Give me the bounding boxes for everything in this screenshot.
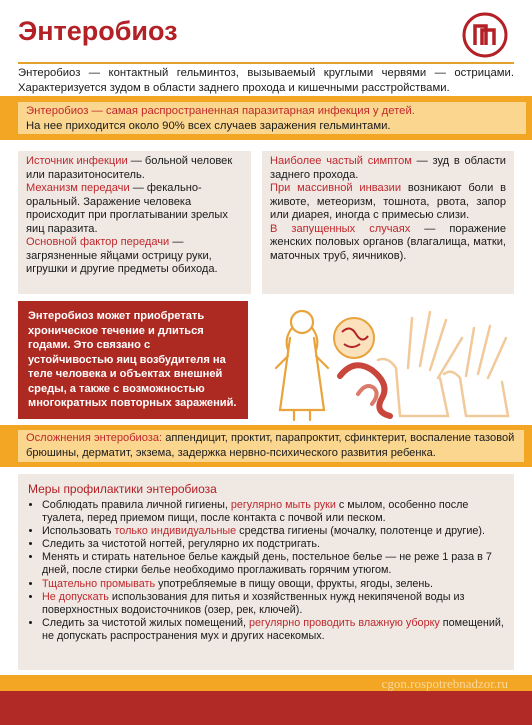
mechanism-label: Механизм передачи: [26, 182, 130, 194]
highlight-lead: Энтеробиоз — самая распространенная паразитарная инфекция у детей.: [26, 105, 415, 117]
list-item: [42, 525, 504, 538]
item-text: Следить за чистотой ногтей, регулярно их подстригать.: [42, 538, 320, 551]
complications-band: [0, 425, 532, 467]
item-text: с мылом, особенно после туалета, перед приемом пищи, после контакта с почвой или песком.: [42, 499, 469, 525]
page-title: Энтеробиоз: [18, 16, 178, 46]
prevention-panel: [18, 474, 514, 670]
prevention-list: [28, 499, 504, 643]
massive-label: При массивной инвазии: [270, 182, 402, 194]
item-highlight: только индивидуальные: [114, 525, 237, 538]
source-label: Источник инфекции: [26, 155, 128, 167]
massive-text: возникают боли в животе, метеоризм, тошнота, рвота, запор или диарея, иногда с примесью слизи.: [270, 182, 506, 221]
list-item: [42, 551, 504, 577]
title-divider: [18, 62, 514, 64]
prevention-heading: Меры профилактики энтеробиоза: [28, 482, 217, 496]
item-highlight: регулярно проводить влажную уборку: [249, 616, 440, 629]
highlight-tail: На нее приходится около 90% всех случаев заражения гельминтами.: [26, 120, 391, 132]
highlight-box: [18, 102, 526, 134]
symptoms-panel: [262, 151, 514, 294]
item-highlight: Не допускать: [42, 590, 109, 603]
symptom-label: Наиболее частый симптом: [270, 155, 412, 167]
item-text: Использовать: [42, 525, 115, 538]
item-text: средства гигиены (мочалку, полотенце и другие).: [236, 525, 486, 538]
footer-url[interactable]: cgon.rospotrebnadzor.ru: [381, 676, 508, 691]
rospotrebnadzor-logo-icon: [462, 12, 508, 58]
highlight-band: [0, 96, 532, 140]
symptom-text: — зуд в области заднего прохода.: [270, 155, 506, 181]
footer-band: [0, 691, 532, 725]
list-item: [42, 499, 504, 525]
chronic-course-box: Энтеробиоз может приобретать хроническое течение и длиться годами. Это связано с устойчивостью яиц возбудителя на теле человека и объектах внешней среды, а также с возможностью многократных повторных заражений.: [18, 301, 248, 419]
source-text: — больной человек или паразитоноситель.: [26, 155, 233, 181]
advanced-text: — поражение женских половых органов (влагалища, матки, маточных труб, яичников).: [270, 222, 506, 262]
factor-label: Основной фактор передачи: [26, 236, 170, 248]
complications-box: [18, 430, 524, 462]
item-text: Менять и стирать нательное белье каждый день, постельное белье — не реже 1 раза в 7 дней, после стирки белье необходимо проглаживать горячим утюгом.: [42, 551, 492, 577]
list-item: [42, 591, 504, 617]
item-text: помещений, не допускать распространения мух и других насекомых.: [42, 616, 504, 642]
factor-text: — загрязненные яйцами острицу руки, игрушки и другие предметы обихода.: [26, 236, 218, 275]
item-text: Соблюдать правила личной гигиены,: [42, 499, 231, 511]
child-worms-hands-illustration-icon: [270, 298, 514, 422]
item-text: употребляемые в пищу овощи, фрукты, ягоды, зелень.: [155, 577, 434, 590]
list-item: [42, 617, 504, 643]
complications-text: аппендицит, проктит, парапроктит, сфинктерит, воспаление тазовой брюшины, дерматит, экзема, задержка нервно-психического развития ребенка.: [26, 432, 515, 459]
intro-paragraph: Энтеробиоз — контактный гельминтоз, вызываемый круглыми червями — острицами. Характеризуется зудом в области заднего прохода и кишечными расстройствами.: [18, 67, 514, 94]
advanced-label: В запущенных случаях: [270, 222, 411, 235]
item-highlight: Тщательно промывать: [42, 577, 156, 590]
item-text: Следить за чистотой жилых помещений,: [42, 616, 250, 629]
list-item: [42, 538, 504, 551]
complications-label: Осложнения энтеробиоза:: [26, 432, 163, 444]
item-highlight: регулярно мыть руки: [230, 499, 336, 511]
list-item: [42, 578, 504, 591]
item-text: использования для питья и хозяйственных нужд некипяченой воды из поверхностных водоисточников (озер, рек, ключей).: [42, 590, 465, 616]
mechanism-text: — фекально-оральный. Заражение человека происходит при проглатывании зрелых яиц паразита.: [26, 182, 228, 235]
transmission-panel: [18, 151, 251, 294]
